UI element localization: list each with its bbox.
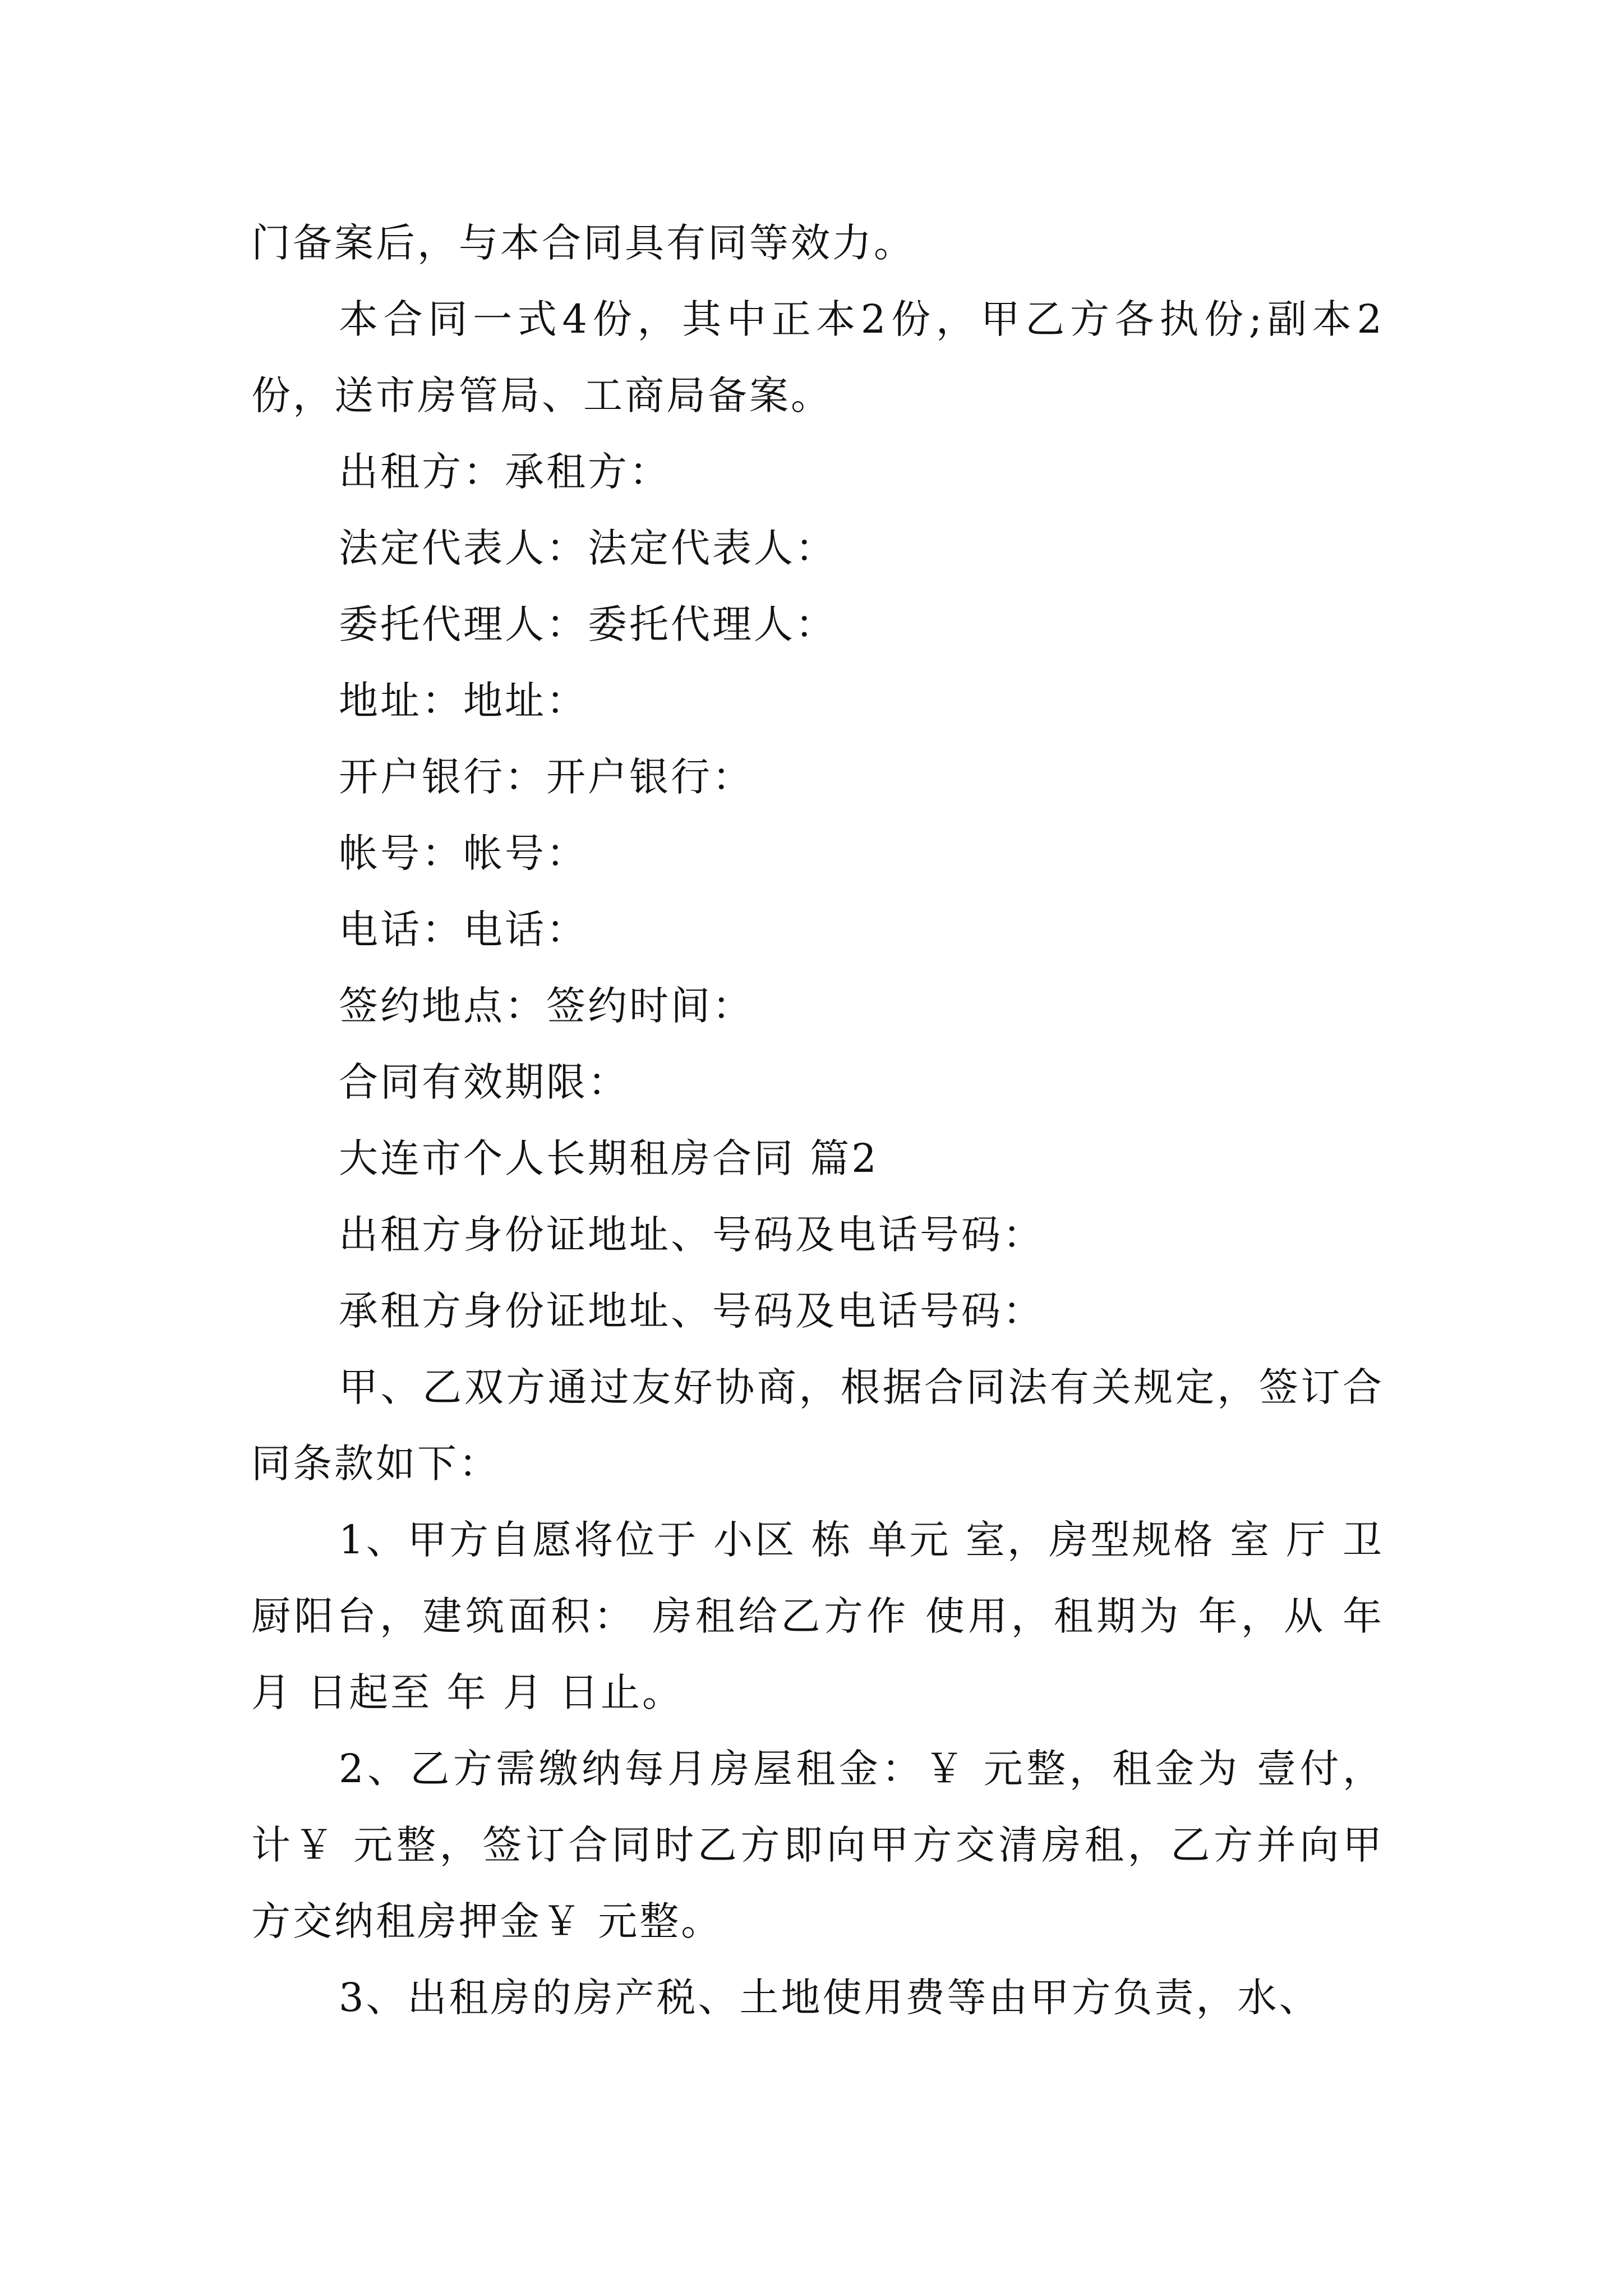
paragraph: 出租方身份证地址、号码及电话号码： bbox=[339, 1212, 1044, 1258]
paragraph: 地址：地址： bbox=[339, 678, 588, 724]
paragraph: 2、乙方需缴纳每月房屋租金：￥ 元整，租金为 壹付，计￥ 元整，签订合同时乙方即向甲方交清房租，乙方并向甲方交纳租房押金￥ 元整。 bbox=[251, 1746, 1384, 1944]
paragraph: 1、甲方自愿将位于 小区 栋 单元 室，房型规格 室 厅 卫 厨阳台，建筑面积： 房租给乙方作 使用，租期为 年，从 年 月 日起至 年 月 日止。 bbox=[251, 1517, 1399, 1715]
paragraph: 门备案后，与本合同具有同等效力。 bbox=[251, 220, 915, 266]
paragraph: 委托代理人：委托代理人： bbox=[339, 601, 837, 647]
document-body bbox=[251, 205, 1399, 2036]
paragraph: 帐号：帐号： bbox=[339, 830, 588, 876]
paragraph: 承租方身份证地址、号码及电话号码： bbox=[339, 1288, 1044, 1334]
paragraph: 开户银行：开户银行： bbox=[339, 754, 754, 800]
paragraph: 合同有效期限： bbox=[339, 1059, 629, 1105]
paragraph: 本合同一式4份，其中正本2份，甲乙方各执份;副本2份，送市房管局、工商局备案。 bbox=[251, 296, 1384, 418]
section-heading: 大连市个人长期租房合同 篇2 bbox=[339, 1135, 879, 1181]
paragraph: 电话：电话： bbox=[339, 907, 588, 953]
paragraph: 签约地点：签约时间： bbox=[339, 983, 754, 1029]
paragraph: 出租方：承租方： bbox=[339, 449, 671, 495]
paragraph: 甲、乙双方通过友好协商，根据合同法有关规定，签订合同条款如下： bbox=[251, 1364, 1384, 1487]
paragraph: 3、出租房的房产税、土地使用费等由甲方负责，水、 bbox=[339, 1975, 1321, 2021]
paragraph: 法定代表人：法定代表人： bbox=[339, 525, 837, 571]
